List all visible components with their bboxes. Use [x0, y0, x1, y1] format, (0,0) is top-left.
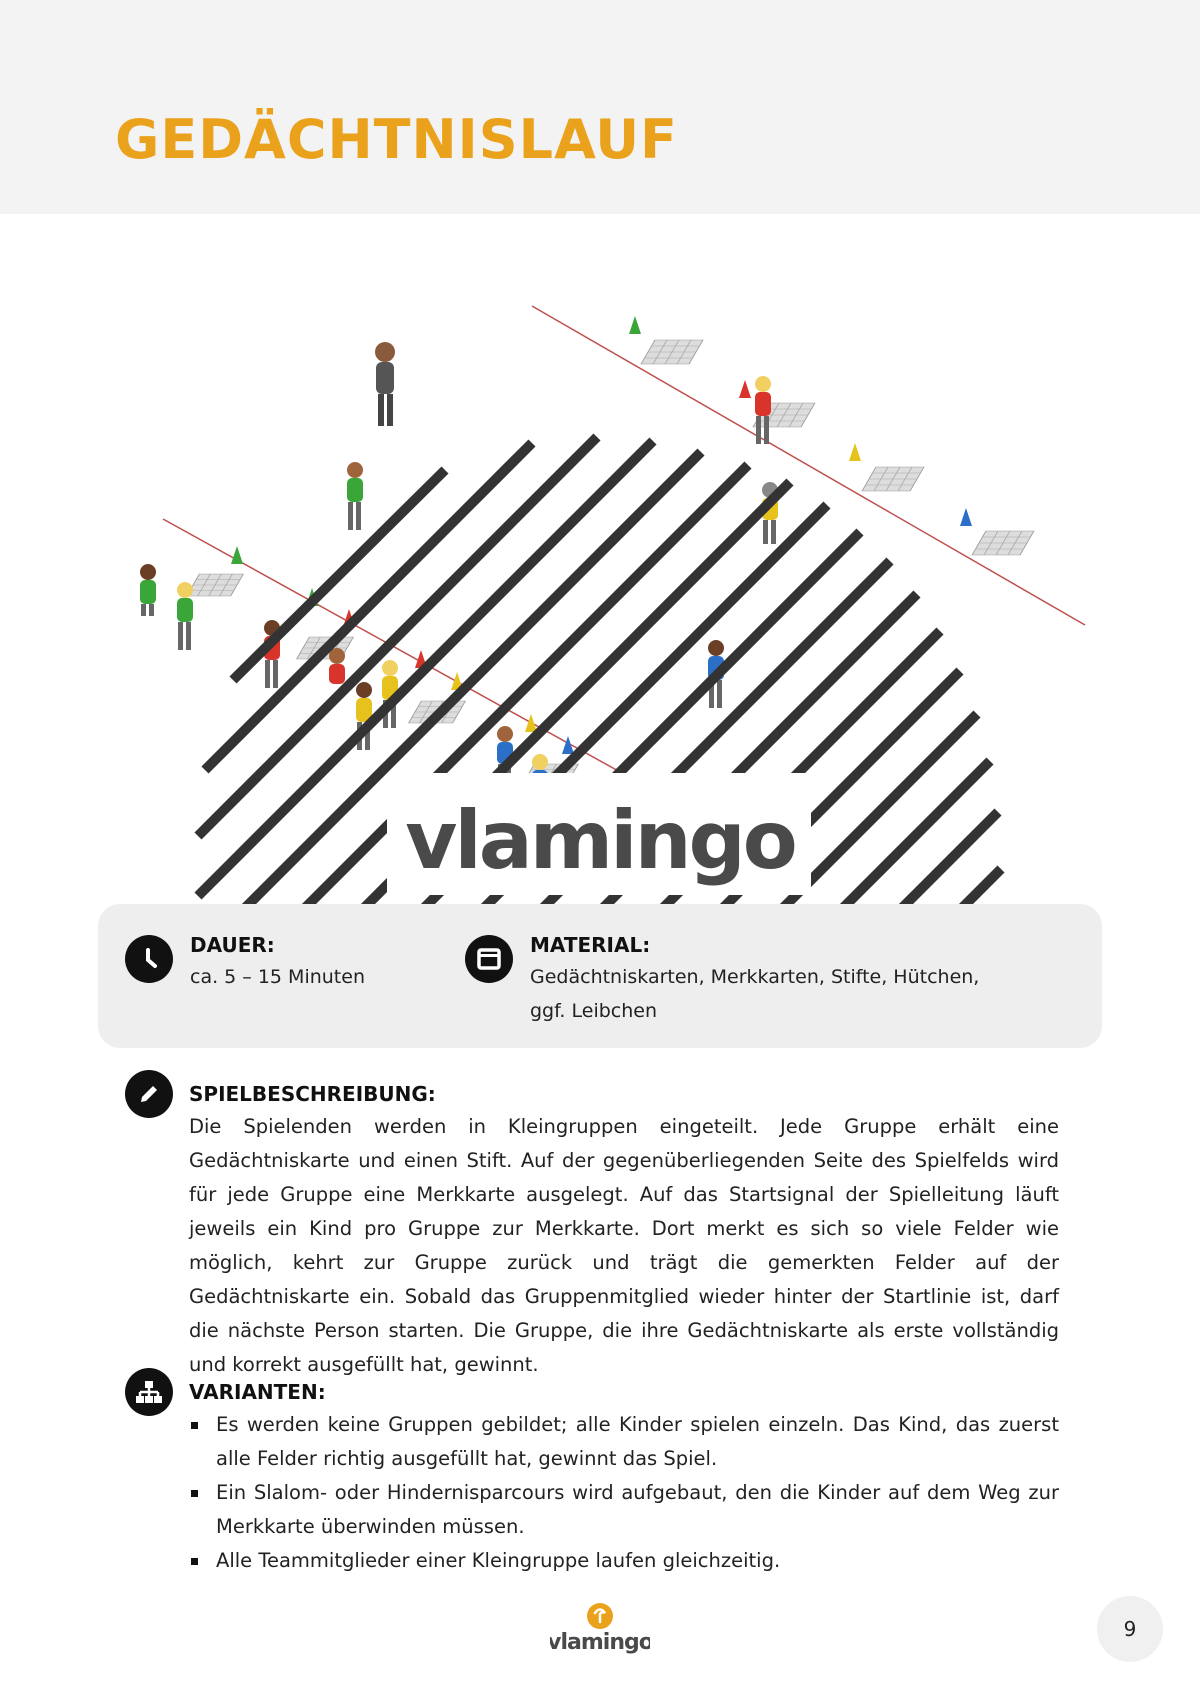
list-item: Alle Teammitglieder einer Kleingruppe laufen gleichzeitig.	[189, 1544, 1059, 1578]
memory-card	[972, 531, 1034, 555]
variants-label: VARIANTEN:	[189, 1380, 326, 1404]
pencil-icon	[125, 1070, 173, 1118]
description-label: SPIELBESCHREIBUNG:	[189, 1082, 436, 1106]
duration-text: ca. 5 – 15 Minuten	[190, 966, 365, 988]
memory-card	[187, 574, 244, 596]
material-label: MATERIAL:	[530, 933, 651, 957]
child-figure	[329, 648, 345, 684]
clock-icon	[125, 935, 173, 983]
cone-yellow	[525, 714, 537, 732]
memory-card	[862, 467, 924, 491]
list-item: Ein Slalom- oder Hindernisparcours wird aufgebaut, den die Kinder auf dem Weg zur Merkkarte überwinden müssen.	[189, 1476, 1059, 1544]
cone-green	[629, 316, 641, 334]
memory-card	[641, 340, 703, 364]
list-item: Es werden keine Gruppen gebildet; alle Kinder spielen einzeln. Das Kind, das zuerst alle Felder richtig ausgefüllt hat, gewinnt das Spiel.	[189, 1408, 1059, 1476]
teacher-figure	[375, 342, 395, 426]
header-band	[0, 0, 1200, 214]
watermark-brand: vlamingo	[405, 794, 795, 887]
child-figure	[347, 462, 363, 530]
hierarchy-icon	[125, 1368, 173, 1416]
cone-green	[231, 546, 243, 564]
material-icon	[465, 935, 513, 983]
child-figure	[140, 564, 156, 616]
cone-red	[739, 380, 751, 398]
duration-label: DAUER:	[190, 933, 275, 957]
variants-list	[189, 1408, 1059, 1578]
game-illustration	[0, 214, 1200, 914]
child-figure	[177, 582, 193, 650]
cone-yellow	[849, 443, 861, 461]
page-title: GEDÄCHTNISLAUF	[115, 108, 678, 171]
description-text: Die Spielenden werden in Kleingruppen eingeteilt. Jede Gruppe erhält eine Gedächtniskarte und einen Stift. Auf der gegenüberliegenden Seite des Spielfelds wird für jede Gruppe eine Merkkarte ausgelegt. Auf das Startsignal der Spielleitung läuft jeweils ein Kind pro Gruppe zur Merkkarte. Dort merkt es sich so viele Felder wie möglich, kehrt zur Gruppe zurück und trägt die gemerkten Felder auf der Gedächtniskarte ein. Sobald das Gruppenmitglied wieder hinter der Startlinie ist, darf die nächste Person starten. Die Gruppe, die ihre Gedächtniskarte als erste vollständig und korrekt ausgefüllt hat, gewinnt.	[189, 1115, 1059, 1376]
cone-blue	[960, 508, 972, 526]
child-figure	[755, 376, 771, 444]
footer-brand: vlamingo	[550, 1630, 650, 1655]
footer-logo	[550, 1600, 650, 1660]
page-number: 9	[1097, 1596, 1163, 1662]
material-text: Gedächtniskarten, Merkkarten, Stifte, Hütchen, ggf. Leibchen	[530, 966, 980, 1022]
